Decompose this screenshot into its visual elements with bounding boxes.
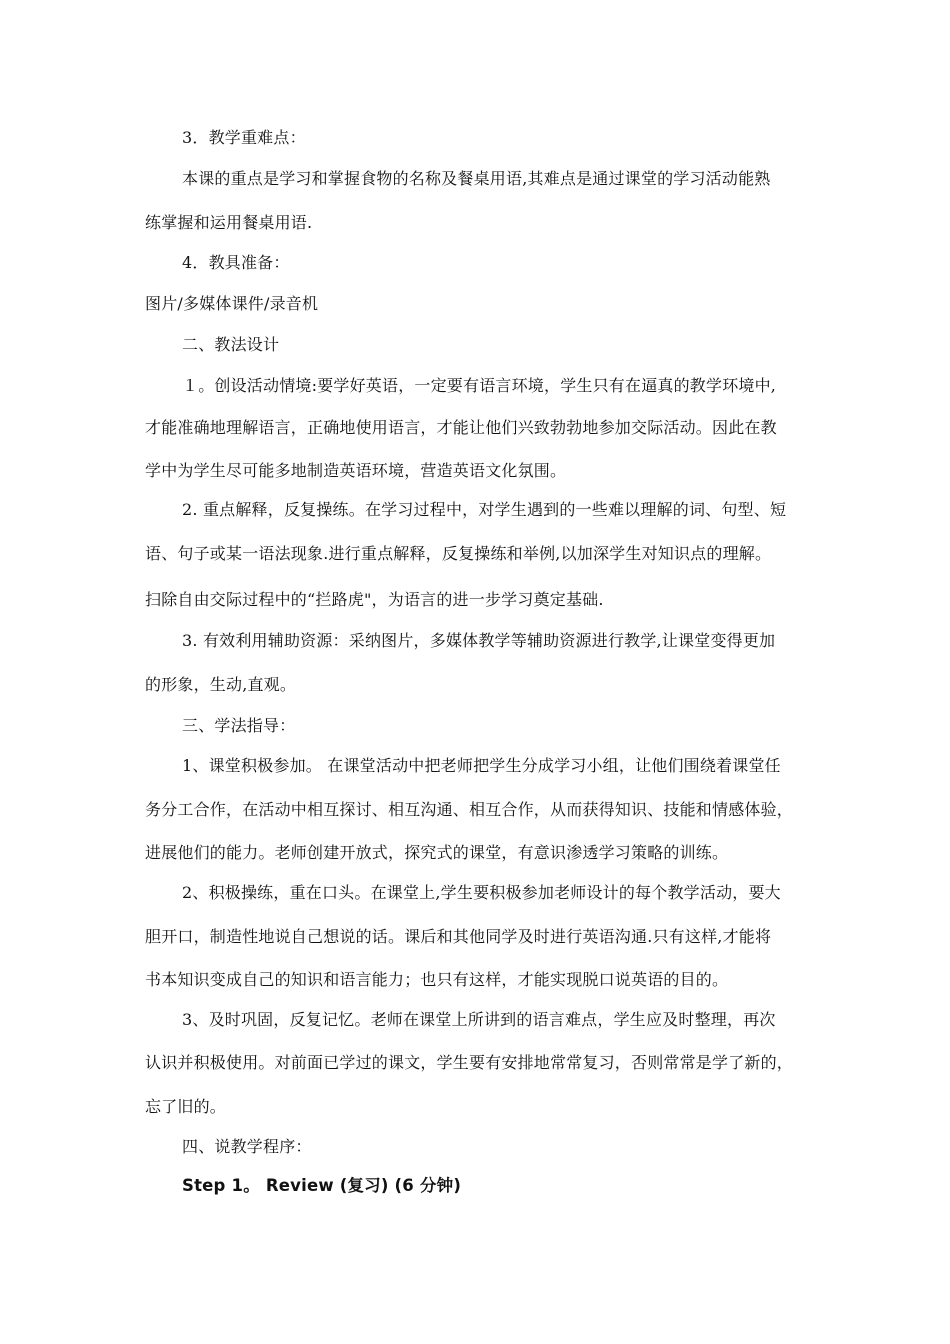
paragraph-line: 进展他们的能力。老师创建开放式，探究式的课堂，有意识渗透学习策略的训练。 xyxy=(145,843,729,862)
paragraph-line: 的形象，生动,直观。 xyxy=(145,675,297,694)
paragraph-line: 忘了旧的。 xyxy=(145,1097,227,1116)
step-heading: Step 1。 Review (复习) (6 分钟) xyxy=(182,1176,462,1195)
paragraph-line: 书本知识变成自己的知识和语言能力；也只有这样，才能实现脱口说英语的目的。 xyxy=(145,970,729,989)
section-heading-teaching-method: 二、教法设计 xyxy=(182,335,280,354)
paragraph-line: 2、积极操练，重在口头。在课堂上,学生要积极参加老师设计的每个教学活动，要大 xyxy=(182,883,781,902)
paragraph-line: 1、课堂积极参加。 在课堂活动中把老师把学生分成学习小组，让他们围绕着课堂任 xyxy=(182,756,781,775)
paragraph-line: 3、及时巩固，反复记忆。老师在课堂上所讲到的语言难点，学生应及时整理，再次 xyxy=(182,1010,776,1029)
section-heading-learning-method: 三、学法指导： xyxy=(182,716,296,735)
paragraph-line: 务分工合作，在活动中相互探讨、相互沟通、相互合作，从而获得知识、技能和情感体验， xyxy=(145,800,794,819)
paragraph-line: 练掌握和运用餐桌用语. xyxy=(145,213,313,232)
paragraph-line: 图片/多媒体课件/录音机 xyxy=(145,294,319,313)
paragraph-line: 胆开口，制造性地说自己想说的话。课后和其他同学及时进行英语沟通.只有这样,才能将 xyxy=(145,927,772,946)
paragraph-line: 才能准确地理解语言，正确地使用语言，才能让他们兴致勃勃地参加交际活动。因此在教 xyxy=(145,418,777,437)
paragraph-line: 本课的重点是学习和掌握食物的名称及餐桌用语,其难点是通过课堂的学习活动能熟 xyxy=(182,169,771,188)
heading-materials: 4．教具准备： xyxy=(182,253,290,272)
heading-key-points: 3．教学重难点： xyxy=(182,128,306,147)
paragraph-line: 扫除自由交际过程中的“拦路虎"，为语言的进一步学习奠定基础. xyxy=(145,590,604,609)
paragraph-line: 认识并积极使用。对前面已学过的课文，学生要有安排地常常复习，否则常常是学了新的， xyxy=(145,1053,794,1072)
paragraph-line: 语、句子或某一语法现象.进行重点解释，反复操练和举例,以加深学生对知识点的理解。 xyxy=(145,544,772,563)
section-heading-teaching-procedure: 四、说教学程序： xyxy=(182,1137,312,1156)
paragraph-line: 3. 有效利用辅助资源：采纳图片，多媒体教学等辅助资源进行教学,让课堂变得更加 xyxy=(182,631,776,650)
paragraph-line: 2. 重点解释，反复操练。在学习过程中，对学生遇到的一些难以理解的词、句型、短 xyxy=(182,500,787,519)
paragraph-line: 学中为学生尽可能多地制造英语环境，营造英语文化氛围。 xyxy=(145,461,567,480)
paragraph-line: １。创设活动情境:要学好英语，一定要有语言环境，学生只有在逼真的教学环境中, xyxy=(182,376,777,395)
